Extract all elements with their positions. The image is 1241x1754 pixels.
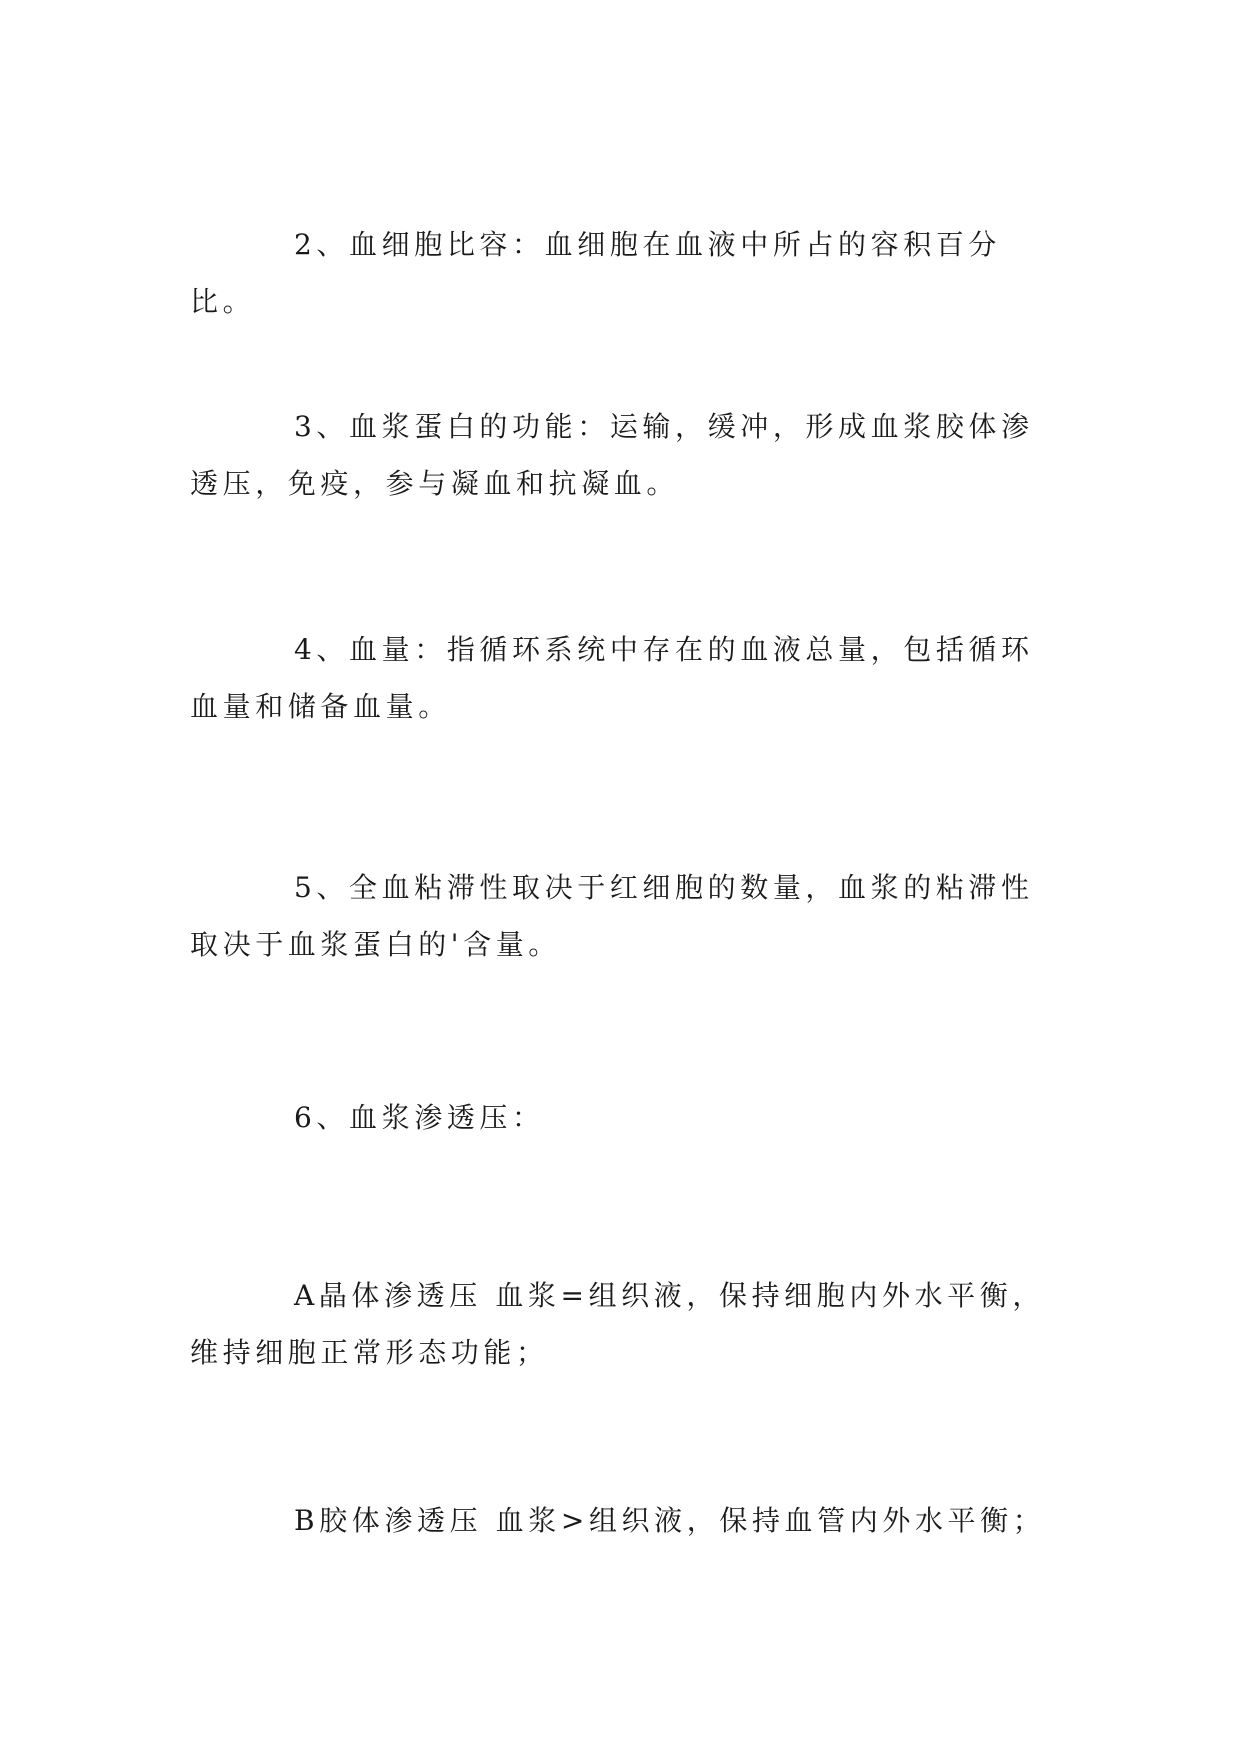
paragraph-plasma-protein-functions: 3、血浆蛋白的功能：运输，缓冲，形成血浆胶体渗透压，免疫，参与凝血和抗凝血。 <box>190 410 1034 500</box>
paragraph-hematocrit: 2、血细胞比容：血细胞在血液中所占的容积百分比。 <box>190 228 1002 318</box>
paragraph-blood-viscosity: 5、全血粘滞性取决于红细胞的数量，血浆的粘滞性取决于血浆蛋白的'含量。 <box>190 871 1034 961</box>
paragraph-crystalloid-osmotic-pressure: A晶体渗透压 血浆=组织液，保持细胞内外水平衡，维持细胞正常形态功能； <box>190 1279 1045 1369</box>
paragraph-colloid-osmotic-pressure: B胶体渗透压 血浆>组织液，保持血管内外水平衡； <box>294 1504 1046 1537</box>
paragraph-blood-volume: 4、血量：指循环系统中存在的血液总量，包括循环血量和储备血量。 <box>190 633 1034 723</box>
paragraph-plasma-osmotic-pressure: 6、血浆渗透压： <box>294 1101 545 1134</box>
